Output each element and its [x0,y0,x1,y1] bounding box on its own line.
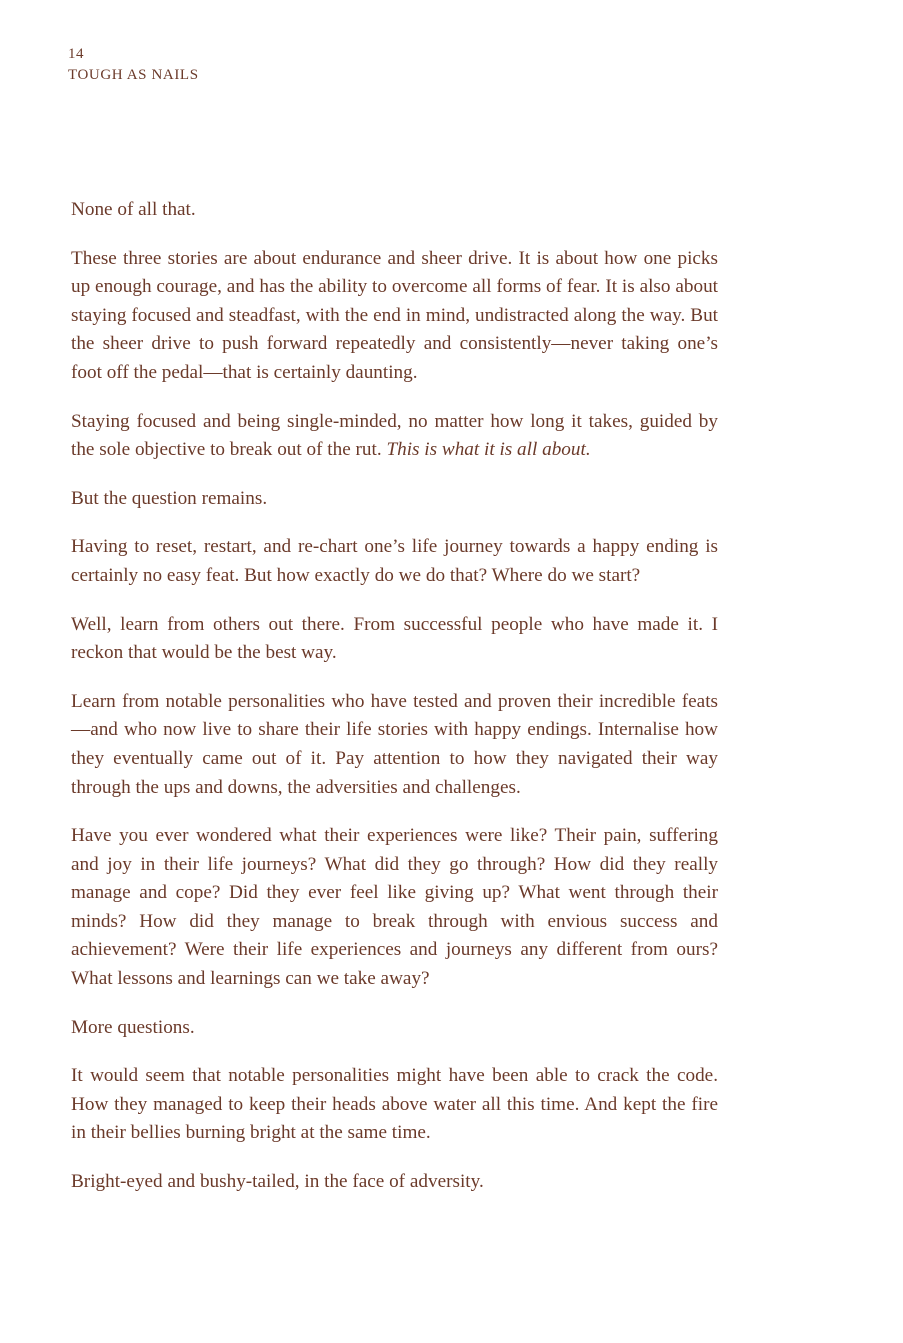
paragraph-11: Bright-eyed and bushy-tailed, in the face of adversity. [71,1171,484,1193]
paragraph-4: But the question remains. [71,487,268,509]
paragraph-2: These three stories are about endurance and sheer drive. It is about how one picks up enough courage, and has the ability to overcome all forms of fear. It is also about staying focused and steadfast, with the end in mind, undistracted along the way. But the sheer drive to push forward repeatedly and consistently—never taking one’s foot off the pedal—that is certainly daunting. [71,247,718,383]
page-number: 14 [68,46,84,62]
paragraph-3 [71,408,718,465]
running-head [68,44,199,86]
paragraph-5: Having to reset, restart, and re-chart one’s life journey towards a happy ending is certainly no easy feat. But how exactly do we do that? Where do we start? [71,536,718,586]
book-title: TOUGH AS NAILS [68,67,199,83]
paragraph-3-text: Staying focused and being single-minded, no matter how long it takes, guided by the sole objective to break out of the rut. [71,410,718,461]
paragraph-1: None of all that. [71,199,196,220]
body-text [71,196,718,1217]
paragraph-10: It would seem that notable personalities might have been able to crack the code. How they managed to keep their heads above water all this time. And kept the fire in their bellies burning bright at the same time. [71,1065,718,1144]
paragraph-3-emphasis: This is what it is all about. [386,439,591,461]
paragraph-6: Well, learn from others out there. From successful people who have made it. I reckon that would be the best way. [71,613,718,664]
paragraph-9: More questions. [71,1016,195,1038]
paragraph-8: Have you ever wondered what their experiences were like? Their pain, suffering and joy in their life journeys? What did they go through? How did they really manage and cope? Did they ever feel like giving up? What went through their minds? How did they manage to break through with envious success and achievement? Were their life experiences and journeys any different from ours? What lessons and learnings can we take away? [71,825,718,990]
paragraph-7: Learn from notable personalities who have tested and proven their incredible feats—and who now live to share their life stories with happy endings. Internalise how they eventually came out of it. Pay attention to how they navigated their way through the ups and downs, the adversities and challenges. [71,690,718,798]
